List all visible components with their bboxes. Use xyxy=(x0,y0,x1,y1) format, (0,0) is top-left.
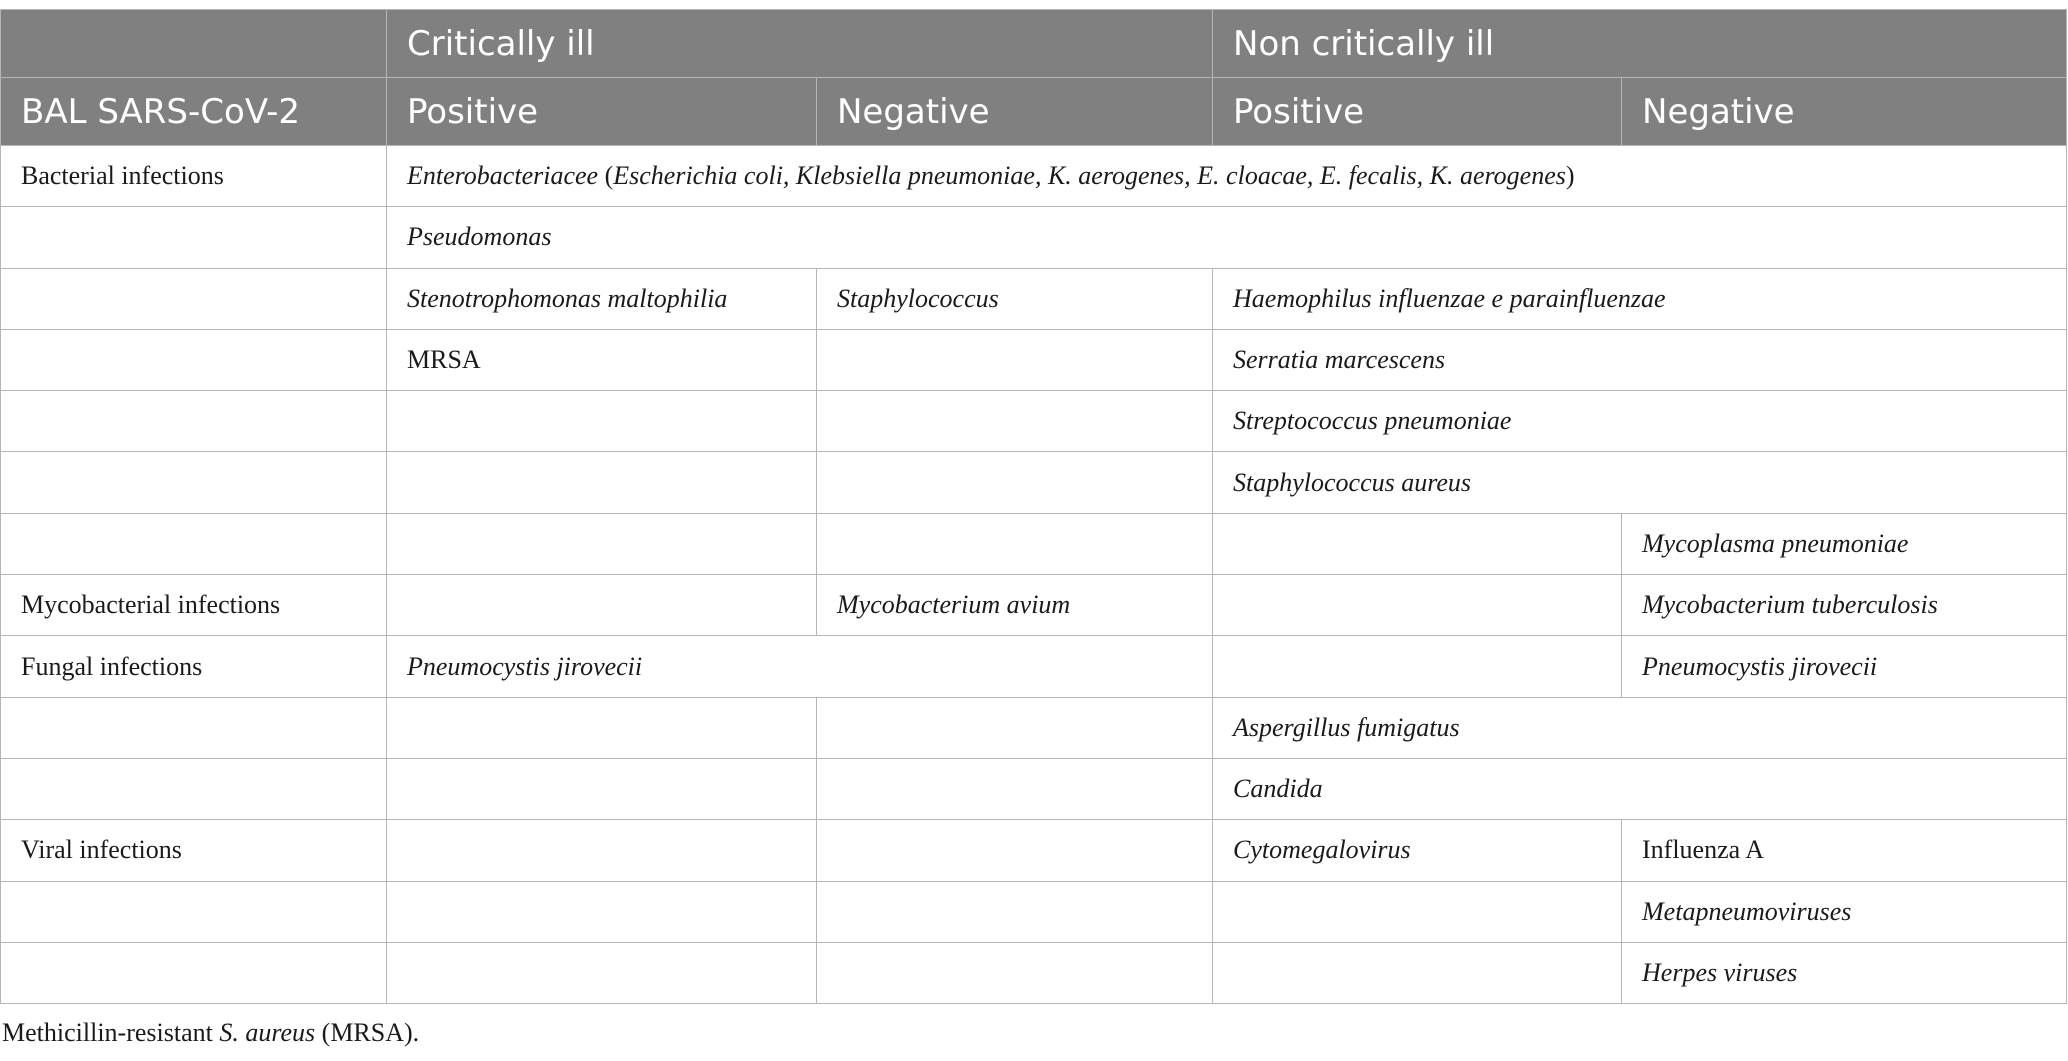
table-row xyxy=(1,820,2067,881)
table-row xyxy=(1,391,2067,452)
ci-negative-cell xyxy=(817,881,1213,942)
ci-negative-cell: Mycobacterium avium xyxy=(817,575,1213,636)
organism-text: Enterobacteriacee xyxy=(407,161,599,191)
header-row-illness xyxy=(1,10,2067,78)
table-header xyxy=(1,10,2067,146)
table-row xyxy=(1,575,2067,636)
nci-negative-cell: Metapneumoviruses xyxy=(1622,881,2067,942)
category-cell xyxy=(1,391,387,452)
nci-negative-cell: Mycoplasma pneumoniae xyxy=(1622,513,2067,574)
category-cell: Bacterial infections xyxy=(1,146,387,207)
table-row xyxy=(1,758,2067,819)
nci-positive-cell xyxy=(1213,881,1622,942)
ci-positive-cell: MRSA xyxy=(387,329,817,390)
nci-span-cell: Serratia marcescens xyxy=(1213,329,2067,390)
span-all-cell: Pseudomonas xyxy=(387,207,2067,268)
ci-negative-cell xyxy=(817,942,1213,1003)
table-row xyxy=(1,268,2067,329)
ci-negative-cell xyxy=(817,452,1213,513)
ci-negative-cell xyxy=(817,391,1213,452)
table-row xyxy=(1,942,2067,1003)
header-blank-cell xyxy=(1,10,387,78)
ci-positive-cell xyxy=(387,391,817,452)
category-cell xyxy=(1,513,387,574)
category-cell xyxy=(1,207,387,268)
ci-negative-cell: Staphylococcus xyxy=(817,268,1213,329)
nci-span-cell: Haemophilus influenzae e parainfluenzae xyxy=(1213,268,2067,329)
nci-negative-cell: Herpes viruses xyxy=(1622,942,2067,1003)
ci-positive-cell xyxy=(387,697,817,758)
nci-span-cell: Staphylococcus aureus xyxy=(1213,452,2067,513)
nci-span-cell: Aspergillus fumigatus xyxy=(1213,697,2067,758)
nci-positive-cell xyxy=(1213,636,1622,697)
nci-negative-cell: Influenza A xyxy=(1622,820,2067,881)
category-cell: Fungal infections xyxy=(1,636,387,697)
ci-negative-cell xyxy=(817,820,1213,881)
nci-positive-cell xyxy=(1213,942,1622,1003)
nci-negative-cell: Pneumocystis jirovecii xyxy=(1622,636,2067,697)
ci-positive-cell: Stenotrophomonas maltophilia xyxy=(387,268,817,329)
ci-span-cell: Pneumocystis jirovecii xyxy=(387,636,1213,697)
ci-positive-cell xyxy=(387,881,817,942)
table-row xyxy=(1,146,2067,207)
nci-span-cell: Candida xyxy=(1213,758,2067,819)
footnote-pre: Methicillin-resistant xyxy=(2,1018,220,1047)
organism-detail-text xyxy=(598,161,1574,190)
header-non-critically-ill: Non critically ill xyxy=(1213,10,2067,78)
table-row xyxy=(1,513,2067,574)
table-row xyxy=(1,329,2067,390)
nci-positive-cell xyxy=(1213,575,1622,636)
header-row-bal xyxy=(1,78,2067,146)
footnote-italic: S. aureus xyxy=(219,1018,316,1047)
infections-table xyxy=(0,9,2067,1004)
table-row xyxy=(1,636,2067,697)
paren-open: ( xyxy=(598,161,614,191)
infections-table-container xyxy=(0,9,2067,1004)
ci-positive-cell xyxy=(387,820,817,881)
ci-positive-cell xyxy=(387,513,817,574)
category-cell: Mycobacterial infections xyxy=(1,575,387,636)
ci-negative-cell xyxy=(817,758,1213,819)
header-nci-positive: Positive xyxy=(1213,78,1622,146)
ci-positive-cell xyxy=(387,758,817,819)
table-row xyxy=(1,452,2067,513)
ci-negative-cell xyxy=(817,697,1213,758)
table-row xyxy=(1,697,2067,758)
category-cell xyxy=(1,758,387,819)
table-footnote xyxy=(2,1018,419,1048)
ci-negative-cell xyxy=(817,513,1213,574)
header-ci-positive: Positive xyxy=(387,78,817,146)
category-cell xyxy=(1,452,387,513)
species-list: Escherichia coli, Klebsiella pneumoniae, K. aerogenes, E. cloacae, E. fecalis, K. aerogenes xyxy=(613,161,1566,191)
table-row xyxy=(1,881,2067,942)
category-cell xyxy=(1,942,387,1003)
category-cell xyxy=(1,697,387,758)
table-body xyxy=(1,146,2067,1004)
category-cell xyxy=(1,881,387,942)
nci-negative-cell: Mycobacterium tuberculosis xyxy=(1622,575,2067,636)
header-bal-sars-cov-2: BAL SARS-CoV-2 xyxy=(1,78,387,146)
ci-negative-cell xyxy=(817,329,1213,390)
footnote-post: (MRSA). xyxy=(315,1018,420,1047)
nci-span-cell: Streptococcus pneumoniae xyxy=(1213,391,2067,452)
category-cell: Viral infections xyxy=(1,820,387,881)
paren-close: ) xyxy=(1565,161,1575,191)
category-cell xyxy=(1,268,387,329)
header-nci-negative: Negative xyxy=(1622,78,2067,146)
table-row xyxy=(1,207,2067,268)
ci-positive-cell xyxy=(387,942,817,1003)
category-cell xyxy=(1,329,387,390)
ci-positive-cell xyxy=(387,452,817,513)
nci-positive-cell xyxy=(1213,513,1622,574)
span-all-cell xyxy=(387,146,2067,207)
header-ci-negative: Negative xyxy=(817,78,1213,146)
nci-positive-cell: Cytomegalovirus xyxy=(1213,820,1622,881)
header-critically-ill: Critically ill xyxy=(387,10,1213,78)
ci-positive-cell xyxy=(387,575,817,636)
